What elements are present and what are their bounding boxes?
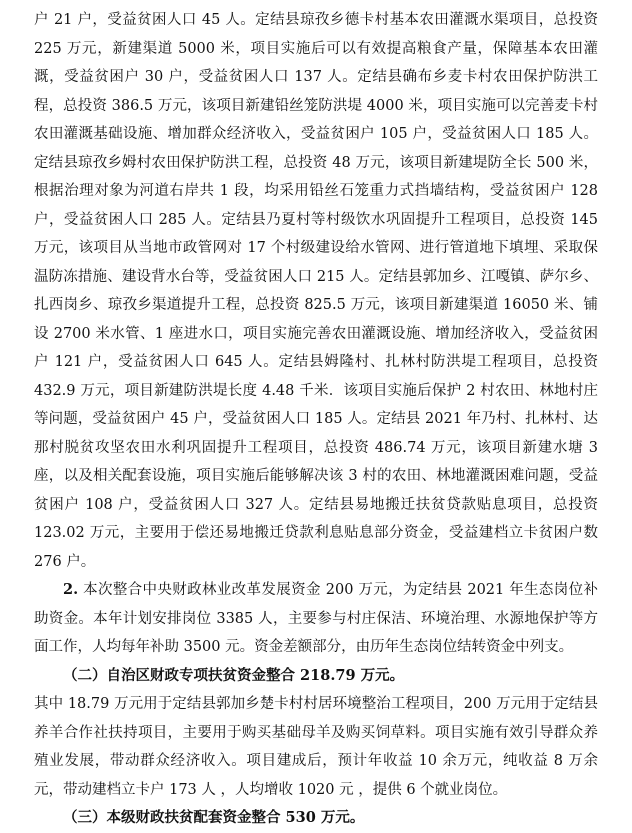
section-heading-regional-fund: （二）自治区财政专项扶贫资金整合 218.79 万元。 bbox=[63, 666, 405, 684]
list-number: 2. bbox=[63, 581, 79, 598]
paragraph-forestry-fund bbox=[34, 576, 598, 662]
paragraph-projects: 户 21 户，受益贫困人口 45 人。定结县琼孜乡德卡村基本农田灌溉水渠项目，总投资 225 万元，新建渠道 5000 米，项目实施后可以有效提高粮食产量，保障基本农田灌溉，受益贫困户 30 户，受益贫困人口 137 人。定结县确布乡麦卡村农田保护防洪工程，总投资 386.5 万元，该项目新建铅丝笼防洪堤 4000 米，项目实施可以完善麦卡村农田灌溉基础设施、增加群众经济收入，受益贫困户 105 户，受益贫困人口 185 人。定结县琼孜乡姆村农田保护防洪工程，总投资 48 万元，该项目新建堤防全长 500 米，根据治理对象为河道右岸共 1 段，均采用铅丝石笼重力式挡墙结构，受益贫困户 128 户，受益贫困人口 285 人。定结县乃夏村等村级饮水巩固提升工程项目，总投资 145 万元，该项目从当地市政管网对 17 个村级建设给水管网、进行管道地下填埋、采取保温防冻措施、建设背水台等，受益贫困人口 215 人。定结县郭加乡、江嘎镇、萨尔乡、扎西岗乡、琼孜乡渠道提升工程，总投资 825.5 万元，该项目新建渠道 16050 米、铺设 2700 米水管、1 座进水口，项目实施完善农田灌溉设施、增加经济收入，受益贫困户 121 户，受益贫困人口 645 人。定结县姆隆村、扎林村防洪堤工程项目，总投资 432.9 万元，项目新建防洪堤长度 4.48 千米．该项目实施后保护 2 村农田、林地村庄等问题，受益贫困户 45 户，受益贫困人口 185 人。定结县 2021 年乃村、扎林村、达那村脱贫攻坚农田水利巩固提升工程项目，总投资 486.74 万元，该项目新建水塘 3 座，以及相关配套设施，项目实施后能够解决该 3 村的农田、林地灌溉困难问题，受益贫困户 108 户，受益贫困人口 327 人。定结县易地搬迁扶贫贷款贴息项目，总投资 123.02 万元，主要用于偿还易地搬迁贷款利息贴息部分资金，受益建档立卡贫困户数 276 户。 bbox=[34, 12, 598, 570]
section-heading-local-fund: （三）本级财政扶贫配套资金整合 530 万元。 bbox=[63, 809, 365, 826]
paragraph-regional-fund: 其中 18.79 万元用于定结县郭加乡楚卡村村居环境整治工程项目，200 万元用于定结县养羊合作社扶持项目，主要用于购买基础母羊及购买饲草料。项目实施有效引导群众养殖业发展，带动群众经济收入。项目建成后，预计年收益 10 余万元，纯收益 8 万余元，带动建档立卡户 173 人 ，人均增收 1020 元 ，提供 6 个就业岗位。 bbox=[34, 696, 598, 798]
paragraph-text: 本次整合中央财政林业改革发展资金 200 万元，为定结县 2021 年生态岗位补助资金。本年计划安排岗位 3385 人，主要参与村庄保洁、环境治理、水源地保护等方面工作，人均每年补助 3500 元。资金差额部分，由历年生态岗位结转资金中列支。 bbox=[34, 582, 598, 655]
